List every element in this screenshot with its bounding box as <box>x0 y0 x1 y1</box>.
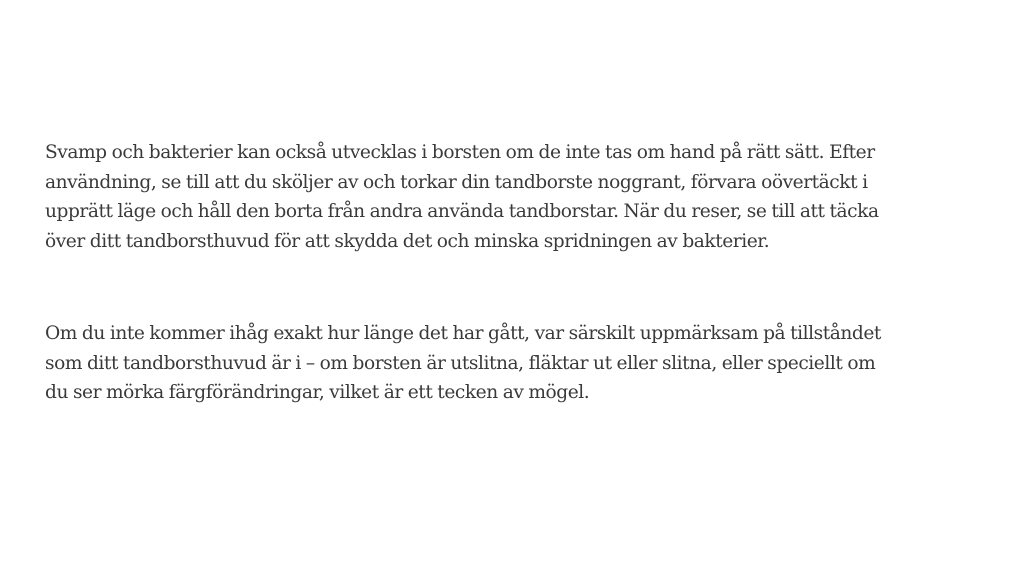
paragraph-fungus-bacteria <box>45 138 980 256</box>
paragraph-line: Om du inte kommer ihåg exakt hur länge det har gått, var särskilt uppmärksam på tillståndet <box>45 323 881 344</box>
paragraph-line: som ditt tandborsthuvud är i – om borsten är utslitna, fläktar ut eller slitna, eller speciellt om <box>45 352 876 374</box>
paragraph-line: upprätt läge och håll den borta från andra använda tandborstar. När du reser, se till att täcka <box>45 201 879 222</box>
paragraph-toothbrush-condition <box>45 319 980 408</box>
paragraph-line: användning, se till att du sköljer av och torkar din tandborste noggrant, förvara oövertäckt i <box>45 171 868 193</box>
paragraph-line: över ditt tandborsthuvud för att skydda det och minska spridningen av bakterier. <box>45 230 770 252</box>
paragraph-line: du ser mörka färgförändringar, vilket är ett tecken av mögel. <box>45 382 590 403</box>
paragraph-line: Svamp och bakterier kan också utvecklas i borsten om de inte tas om hand på rätt sätt. Efter <box>45 142 875 163</box>
